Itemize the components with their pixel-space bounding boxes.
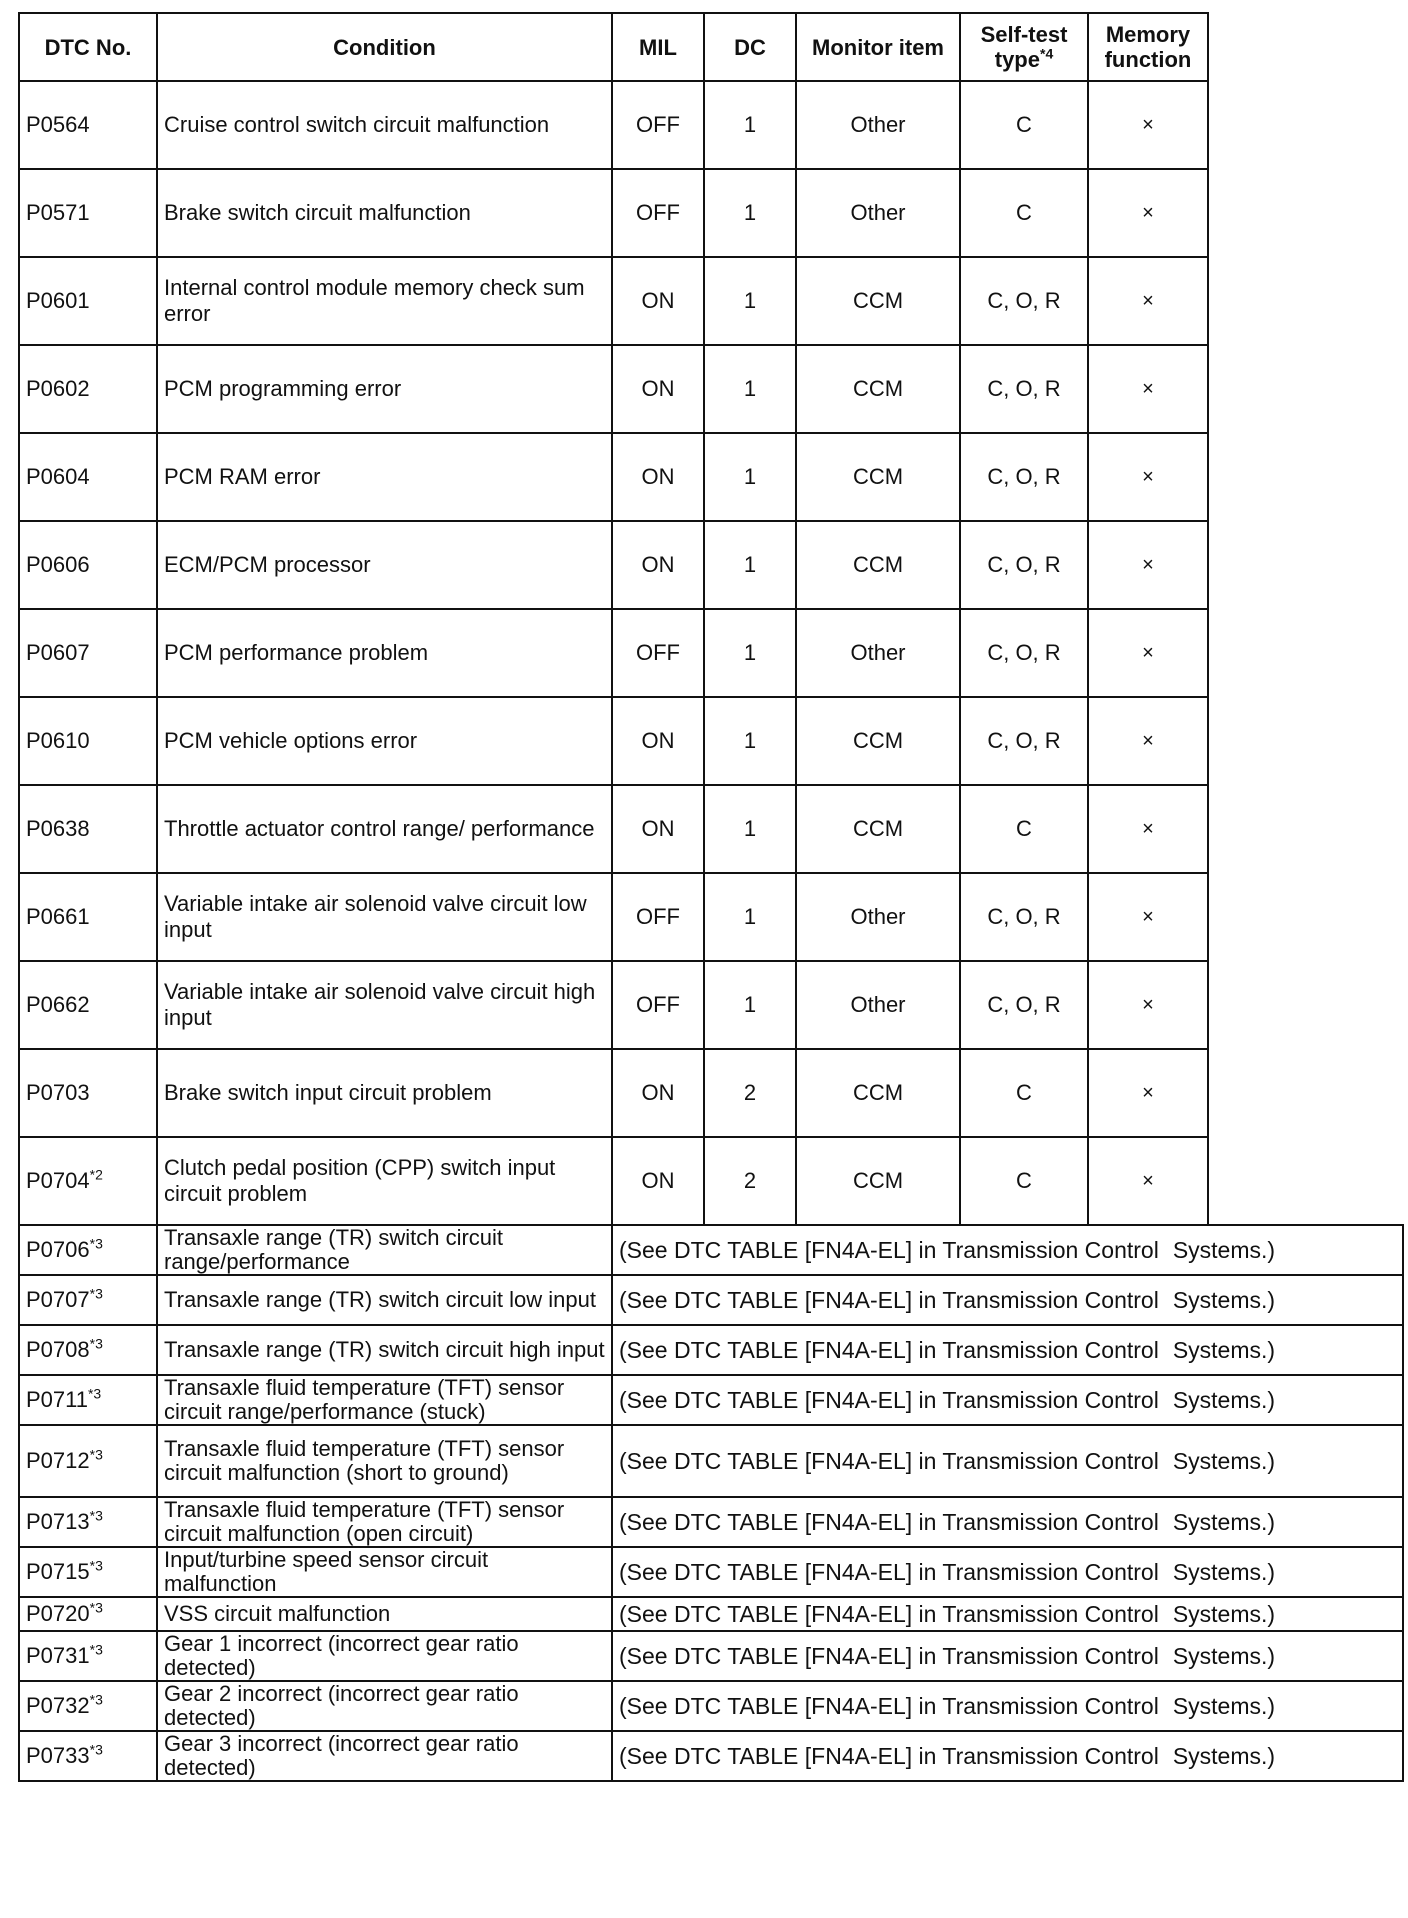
memory-cell: × [1088, 345, 1208, 433]
dc-cell: 1 [704, 873, 796, 961]
monitor-cell: Other [796, 81, 960, 169]
dc-cell: 1 [704, 697, 796, 785]
monitor-cell: Other [796, 609, 960, 697]
monitor-cell: CCM [796, 521, 960, 609]
see-reference-text: (See DTC TABLE [FN4A-EL] in Transmission Control [619, 1693, 1159, 1719]
monitor-cell: Other [796, 961, 960, 1049]
dtc-note: *3 [89, 1691, 103, 1708]
mil-cell: OFF [612, 81, 704, 169]
dtc-code-text: P0606 [26, 552, 90, 577]
see-reference-cell [612, 1731, 1403, 1781]
monitor-cell: Other [796, 873, 960, 961]
header-memory: Memory function [1088, 13, 1208, 81]
see-reference-text: (See DTC TABLE [FN4A-EL] in Transmission Control [619, 1643, 1159, 1669]
mil-cell: ON [612, 1049, 704, 1137]
dtc-code-text: P0607 [26, 640, 90, 665]
see-reference-suffix: Systems.) [1172, 1448, 1276, 1474]
dtc-reference-table [18, 1224, 1404, 1782]
mil-cell: ON [612, 785, 704, 873]
mil-cell: ON [612, 345, 704, 433]
selftest-cell: C, O, R [960, 961, 1088, 1049]
table-row [19, 785, 1208, 873]
condition-cell: Transaxle range (TR) switch circuit low input [157, 1275, 612, 1325]
table-row [19, 961, 1208, 1049]
header-dtc: DTC No. [19, 13, 157, 81]
see-reference-suffix: Systems.) [1172, 1237, 1276, 1263]
dc-cell: 1 [704, 257, 796, 345]
dtc-code [19, 521, 157, 609]
see-reference-cell [612, 1631, 1403, 1681]
monitor-cell: CCM [796, 785, 960, 873]
memory-cell: × [1088, 169, 1208, 257]
condition-cell: PCM programming error [157, 345, 612, 433]
dtc-code [19, 1547, 157, 1597]
dtc-code-text: P0708 [26, 1337, 90, 1362]
memory-cell: × [1088, 433, 1208, 521]
dtc-code [19, 81, 157, 169]
condition-cell: Variable intake air solenoid valve circuit low input [157, 873, 612, 961]
dtc-code [19, 1497, 157, 1547]
dtc-note: *3 [89, 1741, 103, 1758]
memory-cell: × [1088, 873, 1208, 961]
see-reference-suffix: Systems.) [1172, 1387, 1276, 1413]
dtc-code [19, 873, 157, 961]
dtc-code-text: P0732 [26, 1693, 90, 1718]
see-reference-text: (See DTC TABLE [FN4A-EL] in Transmission Control [619, 1387, 1159, 1413]
condition-cell: ECM/PCM processor [157, 521, 612, 609]
dtc-code-text: P0733 [26, 1743, 90, 1768]
selftest-cell: C [960, 169, 1088, 257]
condition-cell: Cruise control switch circuit malfunction [157, 81, 612, 169]
dtc-code-text: P0604 [26, 464, 90, 489]
condition-cell: Gear 3 incorrect (incorrect gear ratio detected) [157, 1731, 612, 1781]
see-reference-suffix: Systems.) [1172, 1559, 1276, 1585]
table-row [19, 521, 1208, 609]
reference-row [19, 1597, 1403, 1631]
dc-cell: 1 [704, 521, 796, 609]
see-reference-suffix: Systems.) [1172, 1643, 1276, 1669]
dtc-note: *3 [89, 1335, 103, 1352]
dtc-code [19, 1225, 157, 1275]
dtc-code [19, 1375, 157, 1425]
dtc-code [19, 1275, 157, 1325]
see-reference-text: (See DTC TABLE [FN4A-EL] in Transmission Control [619, 1559, 1159, 1585]
memory-cell: × [1088, 257, 1208, 345]
dtc-code [19, 1325, 157, 1375]
dtc-code-text: P0610 [26, 728, 90, 753]
see-reference-suffix: Systems.) [1172, 1509, 1276, 1535]
condition-cell: Variable intake air solenoid valve circuit high input [157, 961, 612, 1049]
monitor-cell: CCM [796, 433, 960, 521]
selftest-cell: C, O, R [960, 257, 1088, 345]
monitor-cell: CCM [796, 1049, 960, 1137]
reference-row [19, 1425, 1403, 1497]
dtc-code-text: P0638 [26, 816, 90, 841]
condition-cell: Transaxle fluid temperature (TFT) sensor circuit range/performance (stuck) [157, 1375, 612, 1425]
selftest-cell: C, O, R [960, 521, 1088, 609]
see-reference-cell [612, 1681, 1403, 1731]
monitor-cell: CCM [796, 345, 960, 433]
dtc-note: *3 [89, 1599, 103, 1616]
reference-row [19, 1631, 1403, 1681]
condition-cell: Input/turbine speed sensor circuit malfunction [157, 1547, 612, 1597]
dtc-code [19, 1597, 157, 1631]
selftest-cell: C [960, 1137, 1088, 1225]
see-reference-cell [612, 1325, 1403, 1375]
selftest-cell: C, O, R [960, 609, 1088, 697]
dtc-note: *3 [89, 1507, 103, 1524]
see-reference-text: (See DTC TABLE [FN4A-EL] in Transmission Control [619, 1743, 1159, 1769]
see-reference-suffix: Systems.) [1172, 1337, 1276, 1363]
header-condition: Condition [157, 13, 612, 81]
see-reference-text: (See DTC TABLE [FN4A-EL] in Transmission Control [619, 1509, 1159, 1535]
reference-row [19, 1681, 1403, 1731]
dc-cell: 2 [704, 1137, 796, 1225]
dtc-code [19, 169, 157, 257]
dtc-code-text: P0707 [26, 1287, 90, 1312]
reference-row [19, 1731, 1403, 1781]
dtc-code-text: P0703 [26, 1080, 90, 1105]
memory-cell: × [1088, 697, 1208, 785]
memory-cell: × [1088, 521, 1208, 609]
condition-cell: VSS circuit malfunction [157, 1597, 612, 1631]
dtc-note: *3 [89, 1641, 103, 1658]
table-row [19, 873, 1208, 961]
table-row [19, 81, 1208, 169]
mil-cell: OFF [612, 873, 704, 961]
memory-cell: × [1088, 1137, 1208, 1225]
header-dc: DC [704, 13, 796, 81]
dc-cell: 1 [704, 81, 796, 169]
see-reference-text: (See DTC TABLE [FN4A-EL] in Transmission Control [619, 1287, 1159, 1313]
dtc-note: *3 [89, 1557, 103, 1574]
memory-cell: × [1088, 961, 1208, 1049]
see-reference-cell [612, 1597, 1403, 1631]
dtc-code [19, 961, 157, 1049]
dtc-code-text: P0720 [26, 1601, 90, 1626]
condition-cell: Transaxle range (TR) switch circuit high input [157, 1325, 612, 1375]
reference-row [19, 1497, 1403, 1547]
dtc-note: *3 [87, 1385, 102, 1402]
table-row [19, 609, 1208, 697]
dtc-code [19, 1681, 157, 1731]
reference-row [19, 1375, 1403, 1425]
dtc-note: *3 [89, 1446, 103, 1463]
reference-row [19, 1225, 1403, 1275]
dc-cell: 1 [704, 609, 796, 697]
header-selftest-note: *4 [1040, 45, 1054, 62]
memory-cell: × [1088, 81, 1208, 169]
mil-cell: ON [612, 257, 704, 345]
reference-row [19, 1275, 1403, 1325]
header-row [19, 13, 1208, 81]
dtc-code-text: P0706 [26, 1237, 90, 1262]
dc-cell: 1 [704, 169, 796, 257]
monitor-cell: CCM [796, 1137, 960, 1225]
dc-cell: 2 [704, 1049, 796, 1137]
dtc-code [19, 785, 157, 873]
condition-cell: Brake switch circuit malfunction [157, 169, 612, 257]
mil-cell: ON [612, 697, 704, 785]
selftest-cell: C [960, 81, 1088, 169]
see-reference-text: (See DTC TABLE [FN4A-EL] in Transmission Control [619, 1601, 1159, 1627]
condition-cell: PCM vehicle options error [157, 697, 612, 785]
dtc-table [18, 12, 1209, 1226]
dtc-code-text: P0713 [26, 1509, 90, 1534]
see-reference-cell [612, 1275, 1403, 1325]
selftest-cell: C, O, R [960, 345, 1088, 433]
dtc-note: *3 [89, 1235, 103, 1252]
dtc-code-text: P0711 [26, 1387, 88, 1412]
dtc-code [19, 345, 157, 433]
dtc-code [19, 609, 157, 697]
see-reference-cell [612, 1225, 1403, 1275]
dtc-code-text: P0712 [26, 1448, 90, 1473]
see-reference-suffix: Systems.) [1172, 1743, 1276, 1769]
see-reference-text: (See DTC TABLE [FN4A-EL] in Transmission Control [619, 1337, 1159, 1363]
dtc-note: *2 [89, 1166, 103, 1183]
dtc-code [19, 433, 157, 521]
dtc-code [19, 1425, 157, 1497]
dtc-code [19, 1631, 157, 1681]
dtc-code [19, 1137, 157, 1225]
see-reference-cell [612, 1425, 1403, 1497]
see-reference-suffix: Systems.) [1172, 1693, 1276, 1719]
header-selftest [960, 13, 1088, 81]
see-reference-text: (See DTC TABLE [FN4A-EL] in Transmission Control [619, 1448, 1159, 1474]
selftest-cell: C, O, R [960, 433, 1088, 521]
mil-cell: OFF [612, 961, 704, 1049]
selftest-cell: C [960, 785, 1088, 873]
selftest-cell: C, O, R [960, 697, 1088, 785]
dtc-note: *3 [89, 1285, 103, 1302]
memory-cell: × [1088, 609, 1208, 697]
mil-cell: ON [612, 521, 704, 609]
monitor-cell: CCM [796, 257, 960, 345]
condition-cell: Gear 1 incorrect (incorrect gear ratio detected) [157, 1631, 612, 1681]
selftest-cell: C, O, R [960, 873, 1088, 961]
condition-cell: Transaxle range (TR) switch circuit range/performance [157, 1225, 612, 1275]
dtc-code-text: P0661 [26, 904, 90, 929]
condition-cell: Transaxle fluid temperature (TFT) sensor circuit malfunction (open circuit) [157, 1497, 612, 1547]
see-reference-text: (See DTC TABLE [FN4A-EL] in Transmission Control [619, 1237, 1159, 1263]
dtc-code-text: P0602 [26, 376, 90, 401]
dc-cell: 1 [704, 961, 796, 1049]
monitor-cell: CCM [796, 697, 960, 785]
table-row [19, 1049, 1208, 1137]
condition-cell: Brake switch input circuit problem [157, 1049, 612, 1137]
condition-cell: Transaxle fluid temperature (TFT) sensor circuit malfunction (short to ground) [157, 1425, 612, 1497]
dtc-code [19, 1049, 157, 1137]
mil-cell: ON [612, 1137, 704, 1225]
header-monitor: Monitor item [796, 13, 960, 81]
header-selftest-label: Self-test type [980, 22, 1068, 72]
condition-cell: Clutch pedal position (CPP) switch input circuit problem [157, 1137, 612, 1225]
dtc-code [19, 257, 157, 345]
dtc-reference-body [19, 1225, 1403, 1781]
dtc-code-text: P0601 [26, 288, 90, 313]
dc-cell: 1 [704, 345, 796, 433]
see-reference-cell [612, 1547, 1403, 1597]
dtc-code [19, 697, 157, 785]
mil-cell: OFF [612, 169, 704, 257]
reference-row [19, 1547, 1403, 1597]
table-row [19, 345, 1208, 433]
dc-cell: 1 [704, 433, 796, 521]
table-row [19, 433, 1208, 521]
dtc-code-text: P0571 [26, 200, 90, 225]
table-row [19, 697, 1208, 785]
mil-cell: ON [612, 433, 704, 521]
condition-cell: Throttle actuator control range/ performance [157, 785, 612, 873]
monitor-cell: Other [796, 169, 960, 257]
dtc-code-text: P0731 [26, 1643, 90, 1668]
dtc-code-text: P0715 [26, 1559, 90, 1584]
reference-row [19, 1325, 1403, 1375]
memory-cell: × [1088, 1049, 1208, 1137]
table-row [19, 169, 1208, 257]
see-reference-suffix: Systems.) [1172, 1287, 1276, 1313]
dtc-table-body [19, 81, 1208, 1225]
condition-cell: Gear 2 incorrect (incorrect gear ratio detected) [157, 1681, 612, 1731]
condition-cell: PCM RAM error [157, 433, 612, 521]
see-reference-suffix: Systems.) [1172, 1601, 1276, 1627]
dtc-code-text: P0662 [26, 992, 90, 1017]
dtc-code-text: P0704 [26, 1168, 90, 1193]
selftest-cell: C [960, 1049, 1088, 1137]
see-reference-cell [612, 1375, 1403, 1425]
memory-cell: × [1088, 785, 1208, 873]
see-reference-cell [612, 1497, 1403, 1547]
header-mil: MIL [612, 13, 704, 81]
condition-cell: Internal control module memory check sum error [157, 257, 612, 345]
mil-cell: OFF [612, 609, 704, 697]
table-row [19, 257, 1208, 345]
dc-cell: 1 [704, 785, 796, 873]
dtc-code-text: P0564 [26, 112, 90, 137]
dtc-code [19, 1731, 157, 1781]
condition-cell: PCM performance problem [157, 609, 612, 697]
table-row [19, 1137, 1208, 1225]
